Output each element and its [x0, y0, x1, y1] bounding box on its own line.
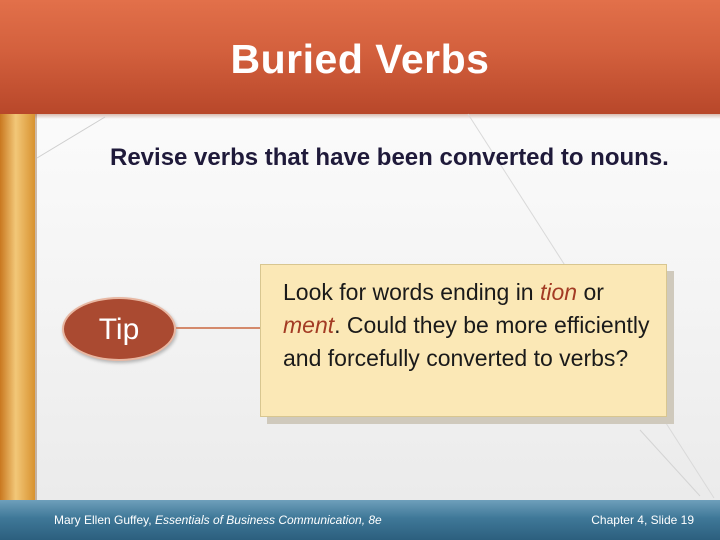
tip-text-part1: Look for words ending in: [283, 279, 540, 305]
footer-book-title: Essentials of Business Communication, 8e: [154, 513, 382, 527]
tip-label: Tip: [98, 313, 140, 346]
footer-citation: [54, 513, 382, 527]
footer-author: Mary Ellen Guffey,: [54, 513, 155, 527]
tip-text: [283, 276, 661, 375]
slide-title: Buried Verbs: [230, 36, 490, 82]
subtitle-text: Revise verbs that have been converted to nouns.: [110, 144, 669, 171]
tip-text-part3: . Could they be more efficiently and forcefully converted to verbs?: [283, 312, 650, 371]
tip-emphasis-tion: tion: [540, 279, 578, 305]
tip-text-part2: or: [577, 279, 604, 305]
tip-emphasis-ment: ment: [283, 312, 335, 338]
footer-slide-info: Chapter 4, Slide 19: [591, 513, 694, 527]
tip-connector-line: [176, 327, 260, 329]
